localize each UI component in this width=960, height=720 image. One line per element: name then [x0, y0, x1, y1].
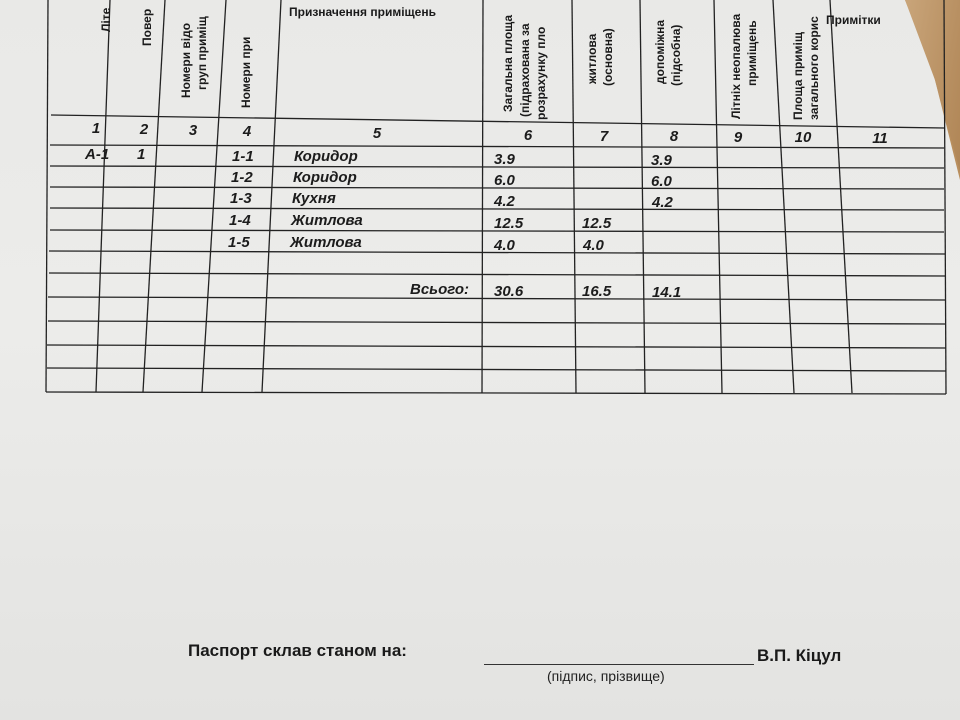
table-cell-living: 4.0 — [583, 237, 604, 254]
table-cell-purpose: Житлова — [290, 234, 362, 251]
header-floor: Повер — [140, 8, 154, 46]
table-cell-room: 1-2 — [231, 169, 253, 186]
header-room-numbers: Номери при — [239, 36, 253, 108]
column-number: 4 — [242, 123, 252, 140]
table-cell-aux: 4.2 — [652, 194, 673, 211]
table-cell-aux: 3.9 — [651, 152, 672, 169]
totals-living: 16.5 — [582, 283, 612, 300]
table-cell-room: 1-5 — [228, 234, 250, 251]
header-liter: Літе — [99, 7, 113, 32]
column-number: 11 — [872, 130, 888, 147]
header-living-area-2: (основна) — [601, 28, 615, 86]
compiler-name: В.П. Кіцул — [757, 646, 842, 665]
header-total-area-3: розрахунку пло — [534, 26, 548, 120]
signature-caption: (підпис, прізвище) — [547, 668, 665, 684]
header-living-area-1: житлова — [585, 33, 599, 84]
table-cell-room: 1-4 — [229, 212, 251, 229]
signature-line — [484, 664, 754, 665]
header-summer-rooms-2: приміщень — [745, 20, 759, 86]
header-notes: Примітки — [826, 13, 881, 27]
table-cell-living: 12.5 — [582, 215, 612, 232]
column-number: 10 — [794, 129, 812, 146]
table-cell-total: 12.5 — [494, 215, 524, 232]
header-summer-rooms-1: Літніх неопалюва — [729, 13, 743, 119]
passport-compiled-label: Паспорт склав станом на: — [188, 641, 407, 660]
column-number: 7 — [599, 128, 609, 145]
table-cell-purpose: Коридор — [294, 148, 358, 165]
column-number: 1 — [91, 120, 101, 137]
table-cell-purpose: Коридор — [293, 169, 357, 186]
column-number: 5 — [372, 125, 382, 142]
header-common-area-2: загального корис — [807, 16, 821, 120]
table-cell-purpose: Житлова — [291, 212, 363, 229]
table-cell-total: 6.0 — [494, 172, 515, 189]
table-cell-total: 4.2 — [494, 193, 515, 210]
header-common-area-1: Площа приміщ — [791, 32, 805, 120]
totals-label: Всього: — [410, 281, 470, 298]
totals-total: 30.6 — [494, 283, 524, 300]
header-aux-area-1: допоміжна — [653, 19, 667, 84]
column-number: 8 — [669, 128, 679, 145]
header-total-area-2: (підрахована за — [518, 23, 532, 117]
table-cell-room: 1-3 — [230, 190, 252, 207]
table-cell-total: 3.9 — [494, 151, 515, 168]
header-room-purpose: Призначення приміщень — [289, 5, 436, 19]
table-cell-purpose: Кухня — [292, 190, 336, 207]
header-apartment-groups-2: груп приміщ — [195, 16, 209, 90]
header-apartment-groups-1: Номери відо — [179, 22, 193, 98]
column-number: 3 — [188, 122, 198, 139]
column-number: 2 — [139, 121, 149, 138]
table-cell-aux: 6.0 — [651, 173, 672, 190]
header-total-area-1: Загальна площа — [501, 14, 515, 112]
table-cell-liter: А-1 — [85, 146, 110, 163]
table-cell-total: 4.0 — [494, 237, 515, 254]
header-aux-area-2: (підсобна) — [669, 24, 683, 86]
column-number: 9 — [733, 129, 743, 146]
totals-aux: 14.1 — [652, 284, 682, 301]
column-number: 6 — [523, 127, 533, 144]
table-cell-room: 1-1 — [232, 148, 254, 165]
table-cell-floor: 1 — [137, 146, 146, 163]
